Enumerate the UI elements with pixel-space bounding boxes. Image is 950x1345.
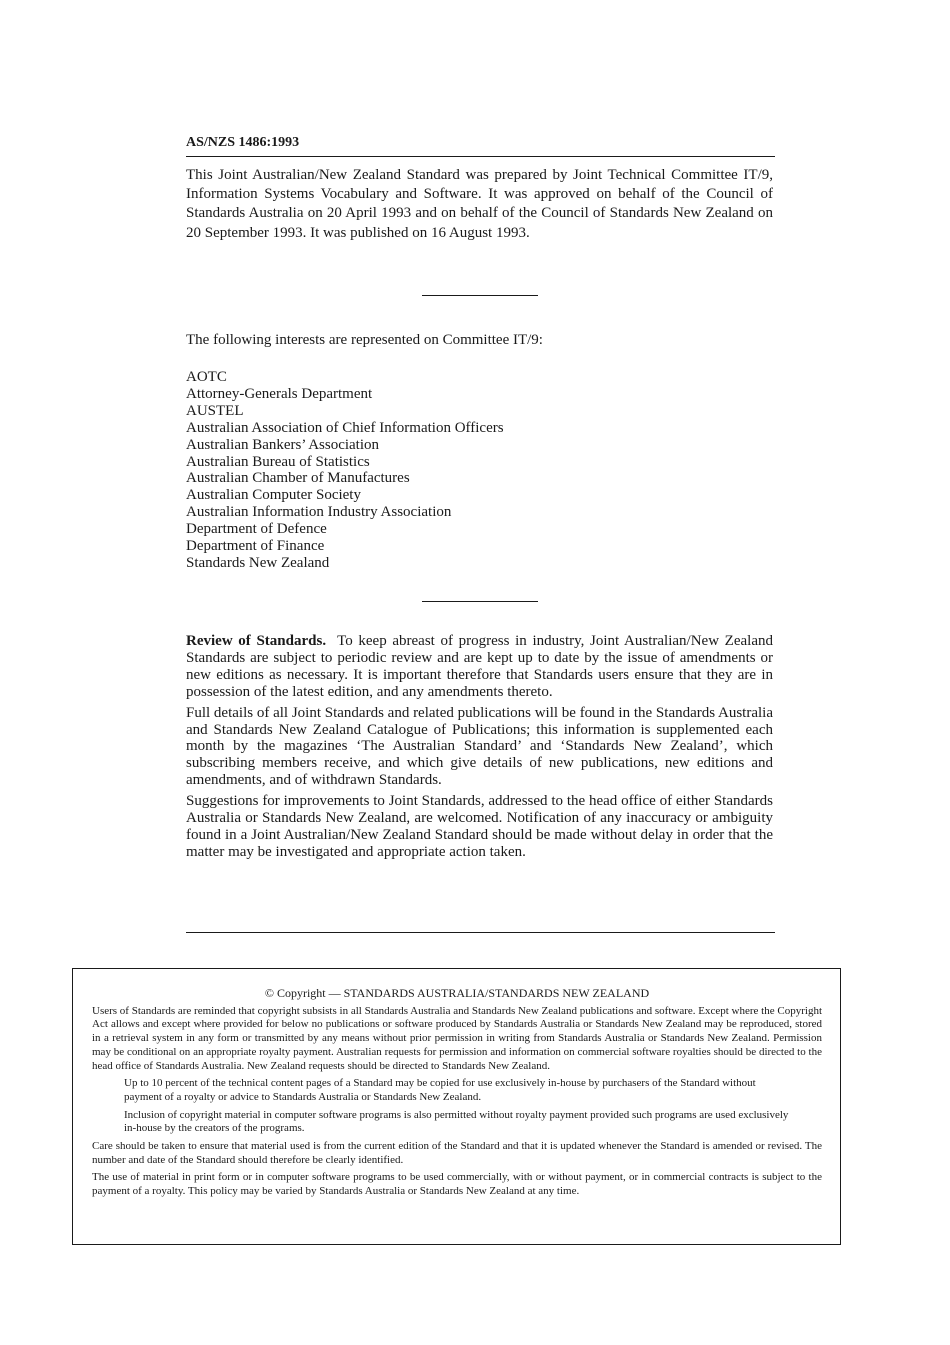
review-of-standards-section: [186, 633, 773, 865]
copyright-title: © Copyright — STANDARDS AUSTRALIA/STANDARDS NEW ZEALAND: [264, 986, 650, 1000]
copyright-paragraph-3: Inclusion of copyright material in computer software programs is also permitted without royalty payment provided such programs are used exclusively in-house by the creators of the programs.: [124, 1108, 789, 1135]
list-item: Australian Computer Society: [186, 487, 361, 504]
list-item: Australian Information Industry Association: [186, 504, 452, 521]
copyright-paragraph-4: Care should be taken to ensure that material used is from the current edition of the Standard and that it is updated whenever the Standard is amended or revised. The number and date of the Standard should therefore be clearly identified.: [92, 1140, 822, 1166]
intro-paragraph: This Joint Australian/New Zealand Standard was prepared by Joint Technical Committee IT/9, Information Systems Vocabulary and Software. It was approved on behalf of the Council of Standards Australia on 20 April 1993 and on behalf of the Council of Standards New Zealand on 20 September 1993. It was published on 16 August 1993.: [186, 167, 773, 241]
list-item: Standards New Zealand: [186, 554, 330, 571]
list-item: Australian Association of Chief Information Officers: [186, 419, 504, 436]
section-divider-bottom: [186, 932, 775, 933]
list-item: Department of Finance: [186, 538, 325, 555]
review-paragraph-3: Suggestions for improvements to Joint Standards, addressed to the head office of either Standards Australia or Standards New Zealand, are welcomed. Notification of any inaccuracy or ambiguity found in a Joint Australian/New Zealand Standard should be made without delay in order that the matter may be investigated and appropriate action taken.: [186, 793, 773, 860]
list-item: AOTC: [186, 369, 227, 385]
interests-lead: The following interests are represented on Committee IT/9:: [186, 332, 543, 348]
copyright-paragraph-1: Users of Standards are reminded that copyright subsists in all Standards Australia and Standards New Zealand publications and software. Except where the Copyright Act allows and except where provided for below no publications or software produced by Standards Australia or Standards New Zealand may be reproduced, stored in a retrieval system in any form or transmitted by any means without prior permission in writing from Standards Australia or Standards New Zealand. Permission may be conditional on an appropriate royalty payment. Australian requests for permission and information on commercial software royalties should be directed to the head office of Standards Australia. New Zealand requests should be directed to Standards New Zealand.: [92, 1004, 822, 1072]
list-item: Australian Bureau of Statistics: [186, 453, 370, 470]
copyright-notice-box: [72, 968, 841, 1245]
copyright-paragraph-2: Up to 10 percent of the technical content pages of a Standard may be copied for use exclusively in-house by purchasers of the Standard without payment of a royalty or advice to Standards Australia or Standards New Zealand.: [124, 1077, 756, 1103]
list-item: Australian Bankers’ Association: [186, 436, 380, 453]
list-item: Australian Chamber of Manufactures: [186, 470, 410, 487]
review-paragraph-2: Full details of all Joint Standards and related publications will be found in the Standards Australia and Standards New Zealand Catalogue of Publications; this information is supplemented each month by the magazines ‘The Australian Standard’ and ‘Standards New Zealand’, which subscribing members receive, and which give details of new publications, new editions and amendments, and of withdrawn Standards.: [186, 704, 773, 789]
review-paragraph-1-text: To keep abreast of progress in industry, Joint Australian/New Zealand Standards are subject to periodic review and are kept up to date by the issue of amendments or new editions as necessary. It is important therefore that Standards users ensure that they are in possession of the latest edition, and any amendments thereto.: [186, 633, 773, 700]
interests-list: [186, 369, 504, 572]
review-paragraph-1: [186, 633, 773, 701]
section-divider-2: [422, 601, 538, 602]
list-item: Department of Defence: [186, 521, 327, 538]
section-divider-1: [422, 295, 538, 296]
list-item: Attorney-Generals Department: [186, 385, 373, 402]
list-item: AUSTEL: [186, 402, 244, 419]
copyright-paragraph-5: The use of material in print form or in computer software programs to be used commercially, with or without payment, or in commercial contracts is subject to the payment of a royalty. This policy may be varied by Standards Australia or Standards New Zealand at any time.: [92, 1171, 822, 1198]
review-heading: Review of Standards.: [186, 633, 327, 649]
document-id-header: AS/NZS 1486:1993: [186, 135, 775, 157]
